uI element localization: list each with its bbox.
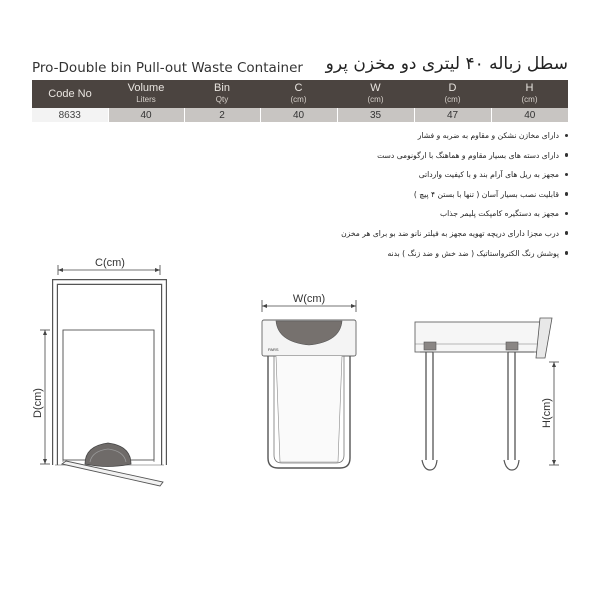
side-view [415,318,559,470]
header-c-label: C [294,82,303,94]
technical-drawing [0,250,600,510]
spec-table [32,80,568,122]
h-dimension-label: H(cm) [541,398,553,428]
header-volume-unit: Liters [136,95,156,104]
list-item: مجهز به ریل های آرام بند و با کیفیت وارداتی [188,170,568,190]
header-c [260,80,337,108]
header-bin-unit: Qty [215,95,229,104]
header-volume-label: Volume [127,82,165,94]
cell-w: 35 [337,108,414,122]
header-w [337,80,414,108]
cell-h: 40 [491,108,568,122]
feature-list [188,131,568,268]
header-d-unit: (cm) [444,95,461,104]
header-h [491,80,568,108]
header-d [414,80,491,108]
brand-logo: PARS [268,347,279,352]
list-item: دارای دسته های بسیار مقاوم و هماهنگ با ارگونومی دست [188,151,568,171]
header-code-label: Code No [48,87,92,100]
d-dimension-label: D(cm) [32,388,44,418]
header-bin-label: Bin [214,82,230,94]
list-item: دارای مخازن نشکن و مقاوم به ضربه و فشار [188,131,568,151]
header-bin [184,80,260,108]
cabinet-top-view [32,257,164,486]
cell-bin-qty: 2 [184,108,260,122]
front-view [262,293,356,468]
header-d-label: D [448,82,457,94]
mount-knob [424,342,436,350]
w-dimension-label: W(cm) [292,293,326,305]
list-item: درب مجزا دارای دریچه تهویه مجهز به فیلتر نانو ضد بو برای هر مخزن [188,229,568,249]
spec-table-header-row [32,80,568,108]
bin-outline [63,330,154,460]
header-w-label: W [370,82,381,94]
bin-body [276,356,342,462]
cell-d: 47 [414,108,491,122]
table-row [32,108,568,122]
cabinet-walls [55,282,164,465]
header-h-unit: (cm) [521,95,538,104]
header-w-unit: (cm) [367,95,384,104]
cell-code: 8633 [32,108,108,122]
cell-volume: 40 [108,108,184,122]
header-volume [108,80,184,108]
handle-icon [85,443,131,467]
product-title-persian: سطل زباله ۴۰ لیتری دو مخزن پرو [325,54,568,74]
mount-knob [506,342,518,350]
list-item: قابلیت نصب بسیار آسان ( تنها با بستن ۴ پیچ ) [188,190,568,210]
c-dimension-label: C(cm) [95,257,125,269]
product-title-english: Pro-Double bin Pull-out Waste Container [32,60,303,76]
list-item: مجهز به دستگیره کامپکت پلیمر جذاب [188,209,568,229]
header-h-label: H [525,82,534,94]
cell-c: 40 [260,108,337,122]
list-item: پوشش رنگ الکترواستاتیک ( ضد خش و ضد زنگ ) بدنه [188,249,568,269]
header-code [32,80,108,108]
header-c-unit: (cm) [290,95,307,104]
